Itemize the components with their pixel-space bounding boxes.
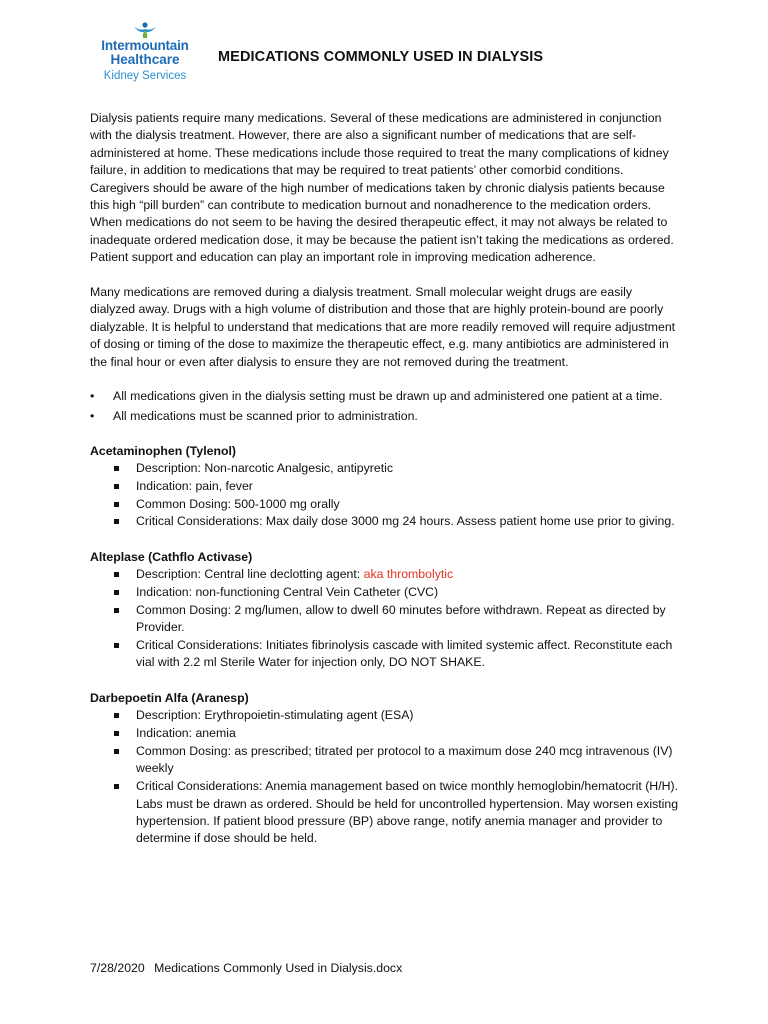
document-body	[90, 110, 680, 866]
drug-description-highlight: aka thrombolytic	[363, 567, 454, 582]
drug-details	[90, 460, 680, 531]
drug-indication-text: Indication: pain, fever	[136, 478, 253, 493]
drug-dosing	[112, 743, 680, 778]
page-footer	[90, 961, 408, 975]
rule-text: All medications must be scanned prior to administration.	[113, 408, 418, 423]
logo-line-2: Healthcare	[110, 52, 180, 67]
drug-critical-text: Critical Considerations: Max daily dose 3000 mg 24 hours. Assess patient home use prior to giving.	[136, 514, 675, 529]
bullet-marker: •	[90, 389, 95, 404]
drug-indication	[112, 725, 680, 742]
square-bullet-icon	[114, 749, 119, 754]
square-bullet-icon	[114, 713, 119, 718]
rule-text: All medications given in the dialysis setting must be drawn up and administered one patient at a time.	[113, 389, 663, 404]
square-bullet-icon	[114, 643, 119, 648]
drug-details	[90, 707, 680, 847]
intermountain-logo	[90, 22, 200, 82]
logo-line-1: Intermountain	[101, 38, 189, 53]
drug-indication	[112, 478, 680, 495]
drug-indication-text: Indication: non-functioning Central Vein Catheter (CVC)	[136, 585, 439, 600]
square-bullet-icon	[114, 590, 119, 595]
drug-dosing-text: Common Dosing: 2 mg/lumen, allow to dwell 60 minutes before withdrawn. Repeat as directed by Provider.	[136, 602, 666, 635]
square-bullet-icon	[114, 466, 119, 471]
intro-paragraph-1: Dialysis patients require many medications. Several of these medications are administered in conjunction with the dialysis treatment. However, there are also a significant number of medications that are self-administered at home. These medications include those required to treat the many complications of kidney failure, in addition to medications that may be required to treat patients’ other comorbid conditions. Caregivers should be aware of the high number of medications taken by chronic dialysis patients because this high “pill burden” can contribute to medication burnout and nonadherence to the medication orders. When medications do not seem to be having the desired therapeutic effect, it may not always be related to inadequate ordered medication dose, it may be because the patient isn’t taking the medications as ordered. Patient support and education can play an important role in improving medication adherence.	[90, 111, 674, 265]
square-bullet-icon	[114, 731, 119, 736]
square-bullet-icon	[114, 608, 119, 613]
rules-list-item	[90, 388, 680, 405]
drug-description	[112, 707, 680, 724]
drug-name: Alteplase (Cathflo Activase)	[90, 549, 253, 564]
drug-details	[90, 566, 680, 672]
square-bullet-icon	[114, 784, 119, 789]
square-bullet-icon	[114, 484, 119, 489]
square-bullet-icon	[114, 572, 119, 577]
drug-section-darbepoetin	[90, 690, 680, 848]
logo-line-3: Kidney Services	[103, 70, 187, 82]
drug-section-alteplase	[90, 549, 680, 672]
drug-description-text: Description: Non-narcotic Analgesic, antipyretic	[136, 461, 393, 476]
drug-critical	[112, 778, 680, 848]
drug-indication-text: Indication: anemia	[136, 726, 236, 741]
rules-list	[90, 388, 680, 425]
intro-paragraph-2: Many medications are removed during a dialysis treatment. Small molecular weight drugs are easily dialyzed away. Drugs with a high volume of distribution and those that are highly protein-bound are poorly dialyzable. It is helpful to understand that medications that are more readily removed will require adjustment of dosing or timing of the dose to maximize the therapeutic effect, e.g. many antibiotics are administered in the final hour or even after dialysis to ensure they are not removed during the treatment.	[90, 285, 676, 369]
figure-leaf-icon	[132, 22, 158, 38]
drug-critical	[112, 513, 680, 530]
drug-critical-text: Critical Considerations: Anemia management based on twice monthly hemoglobin/hematocrit (H/H). Labs must be drawn as ordered. Should be held for uncontrolled hypertension. May worsen existing hypertension. If patient blood pressure (BP) above range, notify anemia manager and provider to determine if dose should be held.	[136, 779, 679, 846]
footer-date: 7/28/2020	[90, 961, 145, 975]
drug-dosing-text: Common Dosing: 500-1000 mg orally	[136, 496, 340, 511]
page-title: MEDICATIONS COMMONLY USED IN DIALYSIS	[218, 49, 544, 65]
drug-critical	[112, 637, 680, 672]
drug-name: Darbepoetin Alfa (Aranesp)	[90, 690, 249, 705]
drug-description-text: Description: Erythropoietin-stimulating agent (ESA)	[136, 708, 414, 723]
drug-dosing	[112, 496, 680, 513]
rules-list-item	[90, 408, 680, 425]
drug-section-acetaminophen	[90, 443, 680, 531]
drug-indication	[112, 584, 680, 601]
square-bullet-icon	[114, 502, 119, 507]
drug-dosing	[112, 602, 680, 637]
drug-description-text: Description: Central line declotting agent:	[136, 567, 364, 582]
drug-dosing-text: Common Dosing: as prescribed; titrated per protocol to a maximum dose 240 mcg intravenous (IV) weekly	[136, 743, 673, 776]
square-bullet-icon	[114, 519, 119, 524]
footer-filename: Medications Commonly Used in Dialysis.docx	[154, 961, 403, 975]
drug-name: Acetaminophen (Tylenol)	[90, 443, 236, 458]
drug-critical-text: Critical Considerations: Initiates fibrinolysis cascade with limited systemic affect. Reconstitute each vial with 2.2 ml Sterile Water for injection only, DO NOT SHAKE.	[136, 638, 673, 670]
drug-description	[112, 566, 680, 583]
bullet-marker: •	[90, 408, 95, 423]
drug-description	[112, 460, 680, 477]
